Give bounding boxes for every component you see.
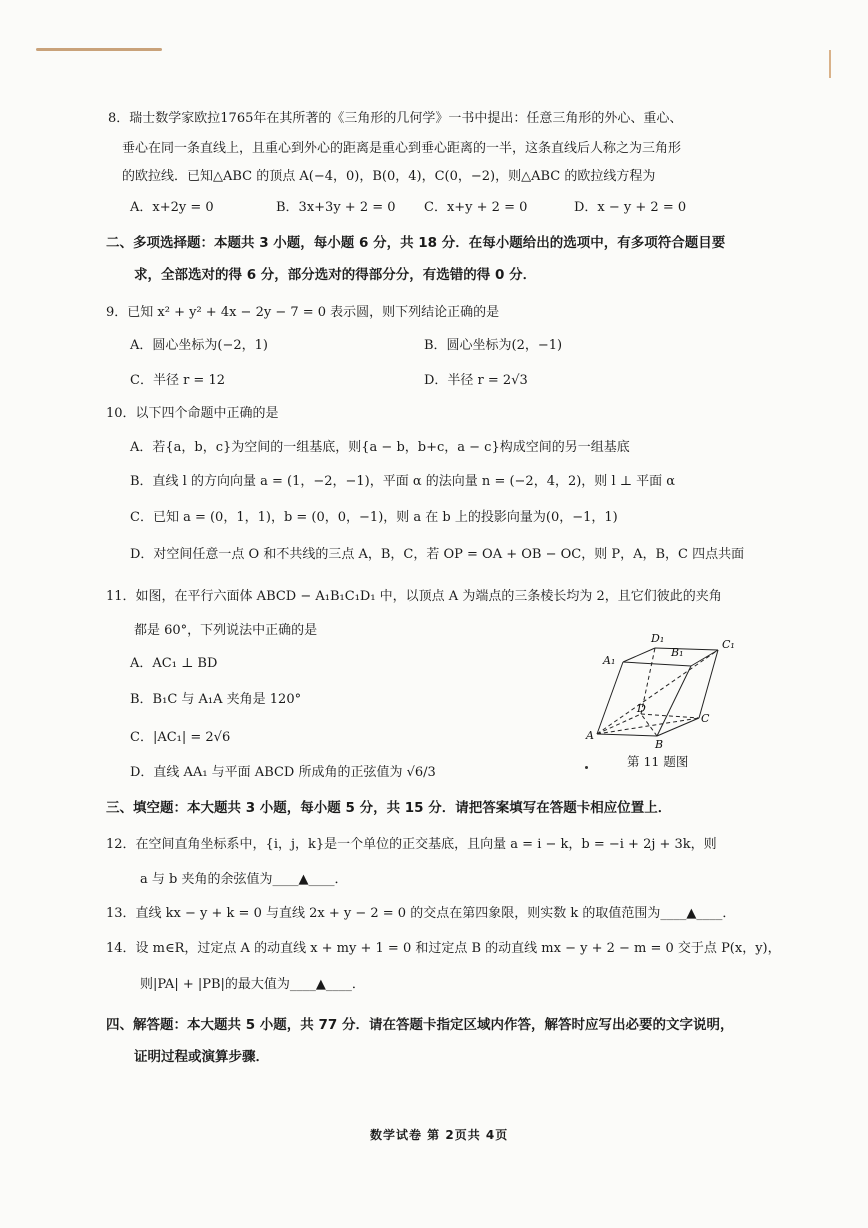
q8-line1: 8．瑞士数学家欧拉1765年在其所著的《三角形的几何学》一书中提出：任意三角形的外心、重心、 [108,111,683,126]
edge-a1-b1 [623,662,691,666]
q10-option-c: C．已知 a = (0，1，1)，b = (0，0，−1)，则 a 在 b 上的投影向量为(0，−1，1) [130,510,618,525]
label-a1: A₁ [603,654,616,667]
edge-a1-d1 [623,648,655,662]
q11-option-c: C．|AC₁| = 2√6 [130,730,231,745]
page-footer: 数学试卷 第 2页共 4页 [370,1128,509,1142]
section4-heading-cont: 证明过程或演算步骤． [134,1049,269,1065]
q11-option-d: D．直线 AA₁ 与平面 ABCD 所成角的正弦值为 √6/3 [130,765,436,780]
q8-option-b: B．3x+3y + 2 = 0 [276,200,396,215]
q12-line1: 12．在空间直角坐标系中，{i，j，k}是一个单位的正交基底，且向量 a = i − k，b = −i + 2j + 3k，则 [106,837,717,852]
q14-line2: 则|PA| + |PB|的最大值为____▲____． [140,977,365,992]
q10-option-d: D．对空间任意一点 O 和不共线的三点 A，B，C，若 OP = OA + OB − OC，则 P，A，B，C 四点共面 [130,547,745,562]
section2-heading-cont: 求，全部选对的得 6 分，部分选对的得部分分，有选错的得 0 分． [134,267,537,283]
label-d1: D₁ [651,632,665,645]
q9-option-b: B．圆心坐标为(2，−1) [424,338,563,353]
q9-option-a: A．圆心坐标为(−2，1) [130,338,268,353]
edge-b-b1 [657,666,691,736]
edge-d1-c1 [655,648,718,650]
q8-option-d: D．x − y + 2 = 0 [574,200,687,215]
figure-dot [585,766,588,769]
label-a: A [586,729,594,742]
q10-option-b: B．直线 l 的方向向量 a = (1，−2，−1)，平面 α 的法向量 n = (−2，4，2)，则 l ⊥ 平面 α [130,474,676,489]
edge-mark [829,50,831,78]
diagonal-a-c [597,718,699,734]
edge-c-c1 [699,650,718,718]
q8-option-c: C．x+y + 2 = 0 [424,200,528,215]
q13-text: 13．直线 kx − y + k = 0 与直线 2x + y − 2 = 0 的交点在第四象限，则实数 k 的取值范围为____▲____． [106,906,736,921]
q8-line2: 垂心在同一条直线上，且重心到外心的距离是重心到垂心距离的一半，这条直线后人称之为三角形 [122,141,682,156]
figure-caption: 第 11 题图 [627,754,689,769]
parallelepiped-figure [585,628,745,752]
q11-option-b: B．B₁C 与 A₁A 夹角是 120° [130,692,302,707]
q8-line3: 的欧拉线．已知△ABC 的顶点 A(−4，0)，B(0，4)，C(0，−2)，则△ABC 的欧拉线方程为 [122,169,656,184]
q8-option-a: A．x+2y = 0 [130,200,214,215]
label-c1: C₁ [722,638,735,651]
top-rule [36,48,162,51]
q11-option-a: A．AC₁ ⊥ BD [130,656,218,671]
section3-heading: 三、填空题：本大题共 3 小题，每小题 5 分，共 15 分．请把答案填写在答题卡相应位置上． [106,800,672,816]
section4-heading: 四、解答题：本大题共 5 小题，共 77 分．请在答题卡指定区域内作答，解答时应写出必要的文字说明， [106,1017,734,1033]
q11-line1: 11．如图，在平行六面体 ABCD − A₁B₁C₁D₁ 中，以顶点 A 为端点的三条棱长均为 2，且它们彼此的夹角 [106,589,722,604]
q14-line1: 14．设 m∈R，过定点 A 的动直线 x + my + 1 = 0 和过定点 B 的动直线 mx − y + 2 − m = 0 交于点 P(x，y)， [106,941,781,956]
q12-line2: a 与 b 夹角的余弦值为____▲____． [140,872,348,887]
q11-line2: 都是 60°，下列说法中正确的是 [134,623,318,638]
label-b: B [655,738,664,751]
q10-stem: 10．以下四个命题中正确的是 [106,406,279,421]
q9-stem: 9．已知 x² + y² + 4x − 2y − 7 = 0 表示圆，则下列结论正确的是 [106,305,500,320]
label-d: D [637,702,646,715]
edge-b-c [657,718,699,736]
edge-d-c [641,714,699,718]
q10-option-a: A．若{a，b，c}为空间的一组基底，则{a − b，b+c，a − c}构成空间的另一组基底 [130,440,630,455]
label-b1: B₁ [671,646,684,659]
edge-a-a1 [597,662,623,734]
q9-option-c: C．半径 r = 12 [130,373,225,388]
label-c: C [701,712,710,725]
section2-heading: 二、多项选择题：本题共 3 小题，每小题 6 分，共 18 分．在每小题给出的选项中，有多项符合题目要 [106,235,726,251]
q9-option-d: D．半径 r = 2√3 [424,373,528,388]
edge-a-b [597,734,657,736]
